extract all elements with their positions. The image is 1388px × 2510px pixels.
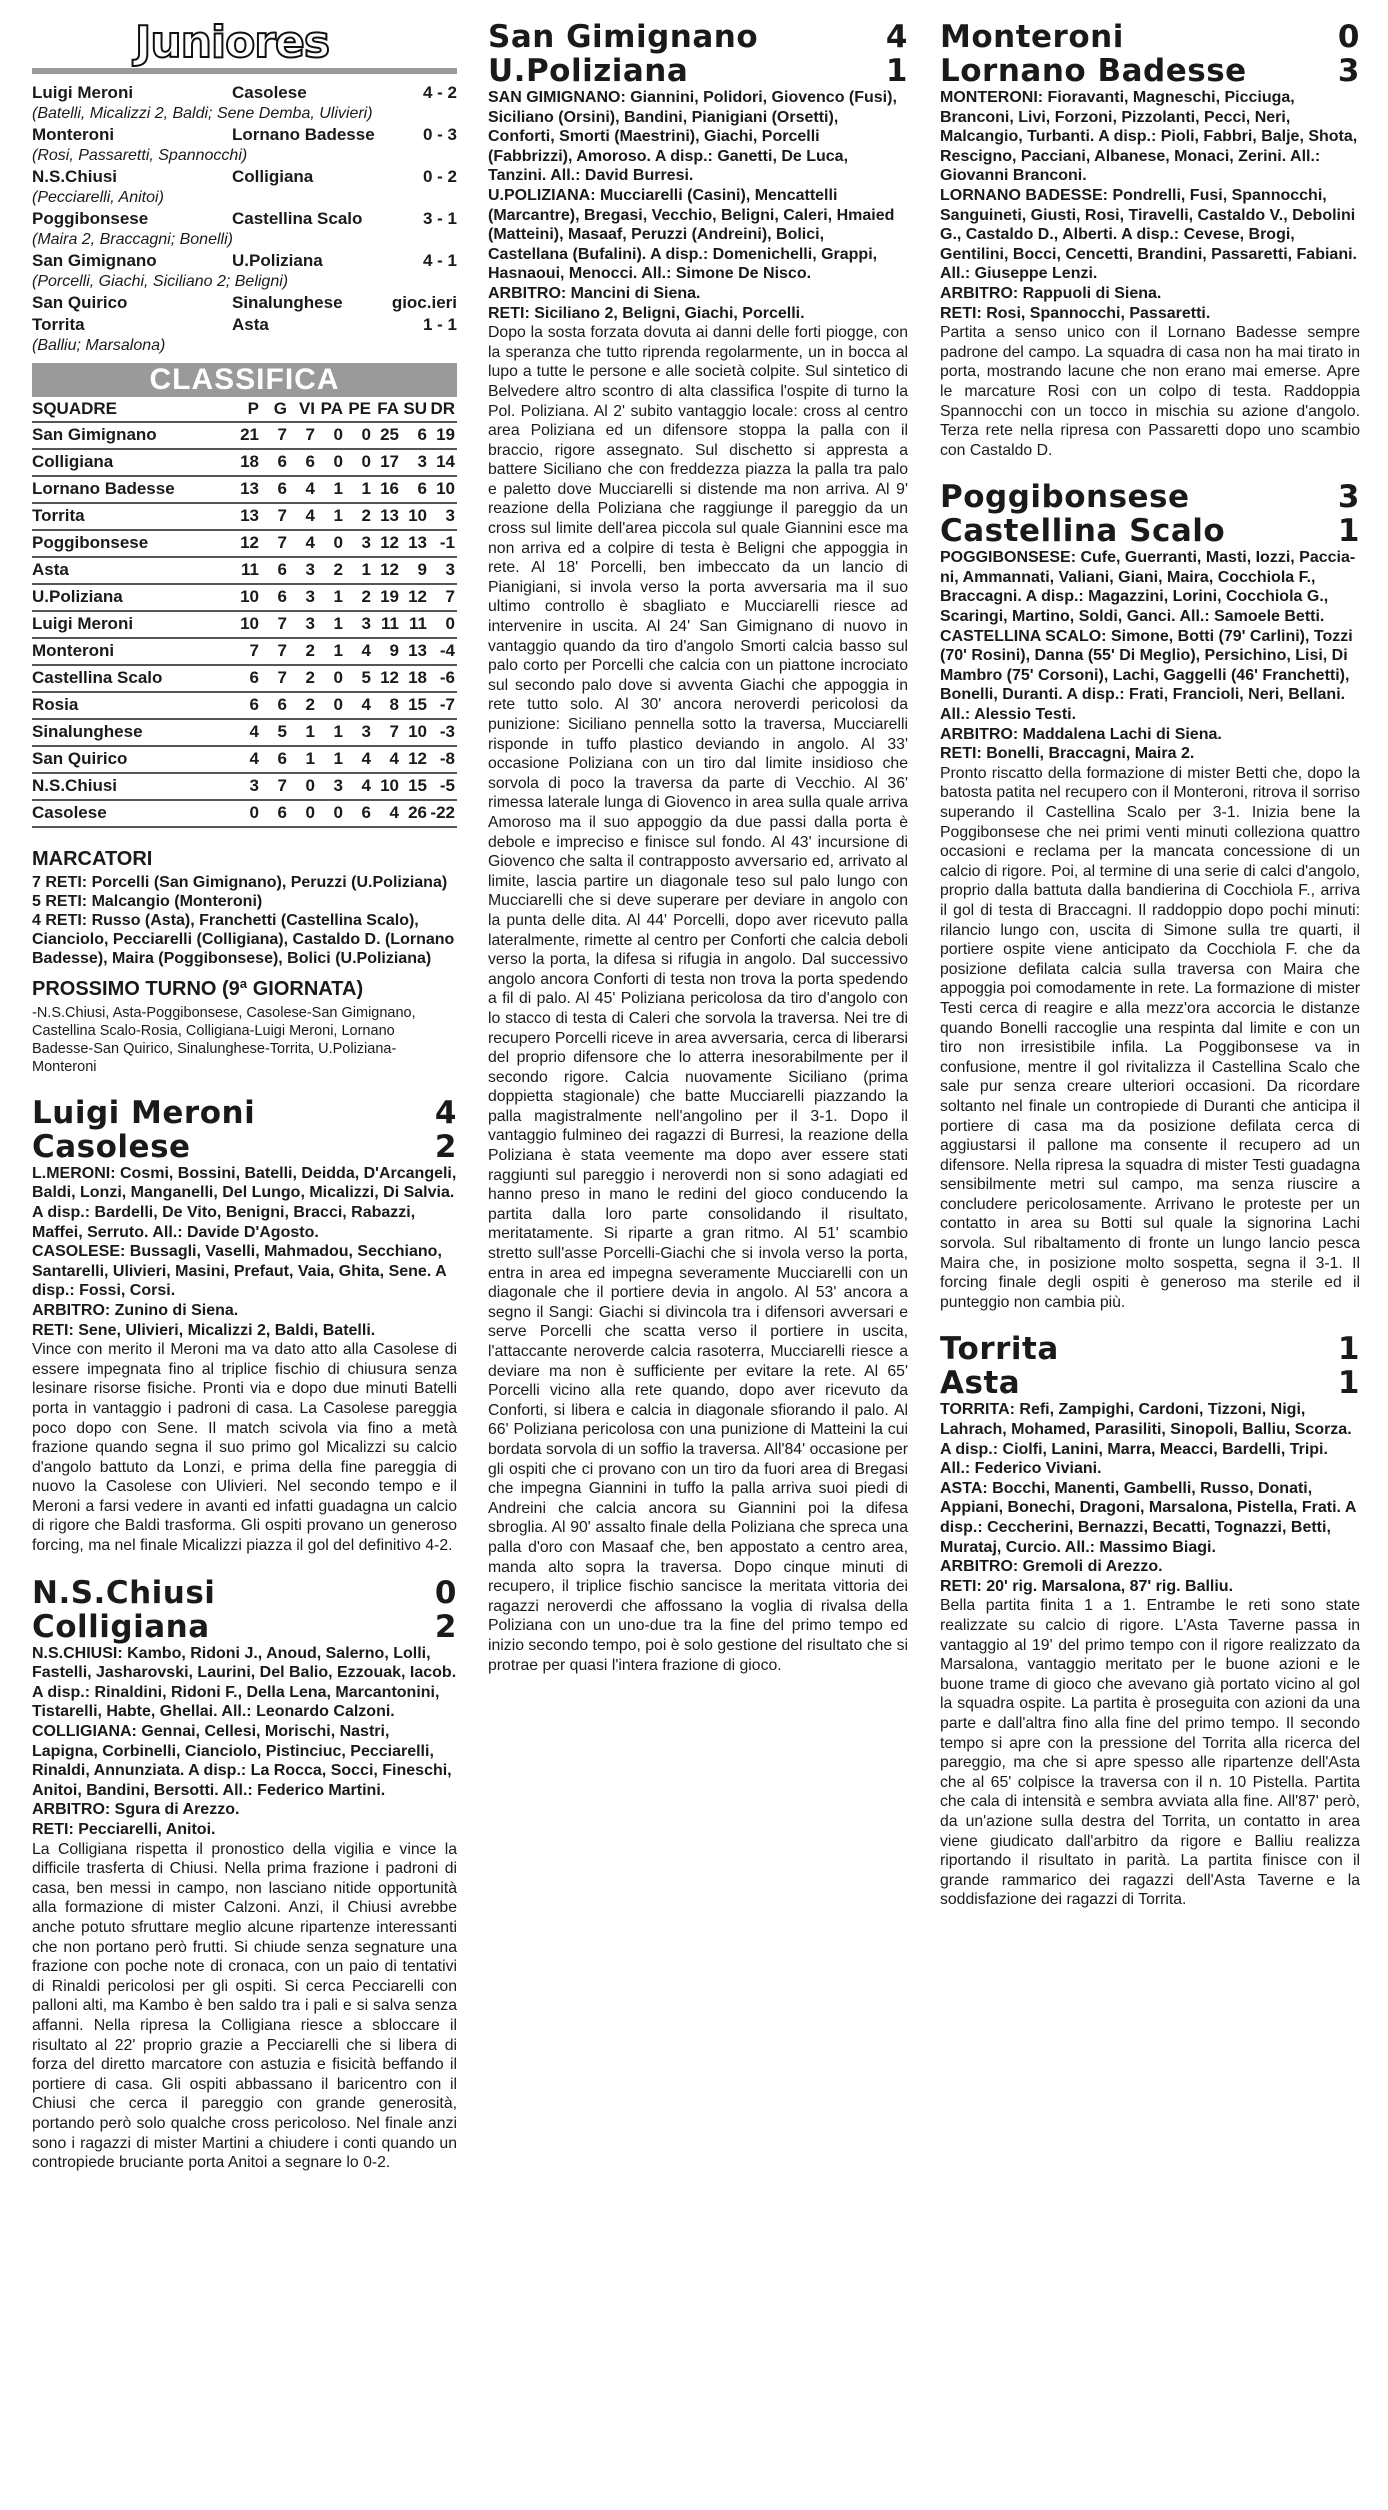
stat-cell: 0 bbox=[429, 611, 457, 638]
match-report-torrita bbox=[940, 1332, 1360, 1909]
stat-cell: 4 bbox=[289, 503, 317, 530]
team-name-cell: U.Poliziana bbox=[32, 584, 233, 611]
stat-cell: 7 bbox=[261, 773, 289, 800]
stat-cell: 6 bbox=[261, 557, 289, 584]
home-team: San Gimignano bbox=[32, 251, 157, 270]
home-team: Luigi Meroni bbox=[32, 1094, 256, 1131]
away-team: Asta bbox=[940, 1365, 1021, 1402]
stat-cell: 7 bbox=[261, 638, 289, 665]
stat-cell: 13 bbox=[401, 638, 429, 665]
stat-cell: 0 bbox=[233, 800, 261, 827]
stat-cell: 6 bbox=[261, 746, 289, 773]
score: gioc.ieri bbox=[391, 293, 457, 312]
stat-cell: 0 bbox=[317, 530, 345, 557]
home-team: N.S.Chiusi bbox=[32, 167, 118, 186]
lineup-home: SAN GIMIGNANO: Giannini, Polidori, Giovenco (Fusi), Siciliano (Orsini), Bandini, Pianigiani (Orsetti), Conforti, Smorti (Maestrini), Giachi, Porcelli (Fabbrizzi), Amoroso. A disp.: Ganetti, De Luca, Tanzini. All.: David Burresi. bbox=[488, 89, 897, 185]
stat-cell: 2 bbox=[317, 557, 345, 584]
score: 0 - 2 bbox=[422, 167, 457, 186]
stat-cell: 4 bbox=[345, 746, 373, 773]
stat-cell: 12 bbox=[373, 665, 401, 692]
referee: ARBITRO: Rappuoli di Siena. bbox=[940, 284, 1162, 302]
match-report-meroni bbox=[32, 1096, 457, 1556]
stat-cell: 0 bbox=[317, 665, 345, 692]
referee: ARBITRO: Maddalena Lachi di Siena. bbox=[940, 725, 1222, 743]
column-middle bbox=[488, 20, 908, 1675]
stat-cell: 0 bbox=[317, 449, 345, 476]
stat-cell: 4 bbox=[233, 719, 261, 746]
home-team: Poggibonsese bbox=[32, 209, 149, 228]
stat-cell: 4 bbox=[373, 746, 401, 773]
standings-title: CLASSIFICA bbox=[32, 363, 457, 397]
scorers-line: 5 RETI: Malcangio (Monteroni) bbox=[32, 893, 263, 911]
goals: RETI: Bonelli, Braccagni, Maira 2. bbox=[940, 745, 1195, 763]
team-name-cell: San Gimignano bbox=[32, 422, 233, 449]
lineup-away: COLLIGIANA: Gennai, Cellesi, Morischi, Nastri, Lapigna, Corbinelli, Cianciolo, Pistinciuc, Pecciarelli, Rinaldi, Annunziata. A disp.: La Rocca, Socci, Fineschi, Anitoi, Bandini, Bersotti. All.: Federico Martini. bbox=[32, 1723, 452, 1799]
stat-cell: 10 bbox=[233, 611, 261, 638]
stat-cell: -5 bbox=[429, 773, 457, 800]
lineup-away: U.POLIZIANA: Mucciarelli (Casini), Mencattelli (Marcantre), Bregasi, Vecchio, Beligni, Caleri, Hmaied (Matteini), Masaaf, Peruzzi (Andreini), Bolici, Castellana (Bufalini). A disp.: Domenichelli, Grappi, Hasnaoui, Menocci. All.: Simone De Nisco. bbox=[488, 186, 895, 283]
home-score: 3 bbox=[1337, 479, 1360, 516]
stat-cell: 10 bbox=[373, 773, 401, 800]
stat-cell: 16 bbox=[373, 476, 401, 503]
stat-cell: 4 bbox=[345, 692, 373, 719]
scorers-note: (Maira 2, Braccagni; Bonelli) bbox=[32, 231, 233, 248]
lineup-home: TORRITA: Refi, Zampighi, Cardoni, Tizzoni, Nigi, Lahrach, Mohamed, Parasiliti, Sinopoli, Balliu, Scorza. A disp.: Ciolfi, Lanini, Marra, Meacci, Bardelli, Tripi. All.: Federico Viviani. bbox=[940, 1401, 1352, 1478]
stat-cell: 7 bbox=[373, 719, 401, 746]
lineup-home: L.MERONI: Cosmi, Bossini, Batelli, Deidda, D'Arcangeli, Baldi, Lonzi, Manganelli, Del Lungo, Micalizzi, Di Salvia. A disp.: Bardelli, De Vito, Benigni, Bracci, Rabazzi, Maffei, Serruto. All.: Davide D'Agosto. bbox=[32, 1164, 457, 1241]
stat-cell: 19 bbox=[373, 584, 401, 611]
team-name-cell: Casolese bbox=[32, 800, 233, 827]
stat-cell: 26 bbox=[401, 800, 429, 827]
table-row bbox=[32, 557, 457, 584]
stat-cell: 3 bbox=[429, 557, 457, 584]
score: 4 - 2 bbox=[422, 83, 457, 102]
away-score: 2 bbox=[434, 1608, 457, 1645]
stat-cell: 12 bbox=[373, 557, 401, 584]
lineup-away: CASOLESE: Bussagli, Vaselli, Mahmadou, Secchiano, Santarelli, Ulivieri, Masini, Prefaut, Vaia, Ghita, Sene. A disp.: Fossi, Corsi. bbox=[32, 1243, 447, 1300]
stat-cell: 2 bbox=[289, 692, 317, 719]
column-header: SQUADRE bbox=[32, 397, 233, 422]
stat-cell: 7 bbox=[261, 530, 289, 557]
next-round-fixtures: -N.S.Chiusi, Asta-Poggibonsese, Casolese-San Gimignano, Castellina Scalo-Rosia, Colligiana-Luigi Meroni, Lornano Badesse-San Quirico, Sinalunghese-Torrita, U.Poliziana-Monteroni bbox=[32, 1004, 416, 1075]
home-team: San Quirico bbox=[32, 293, 128, 312]
stat-cell: 1 bbox=[289, 746, 317, 773]
table-row bbox=[32, 719, 457, 746]
stat-cell: 13 bbox=[373, 503, 401, 530]
stat-cell: 1 bbox=[317, 611, 345, 638]
stat-cell: 7 bbox=[233, 638, 261, 665]
stat-cell: 7 bbox=[261, 422, 289, 449]
stat-cell: 3 bbox=[289, 611, 317, 638]
stat-cell: 6 bbox=[261, 692, 289, 719]
stat-cell: 11 bbox=[401, 611, 429, 638]
scorers-note: (Batelli, Micalizzi 2, Baldi; Sene Demba, Ulivieri) bbox=[32, 105, 373, 122]
result-item bbox=[32, 82, 457, 123]
team-name-cell: Poggibonsese bbox=[32, 530, 233, 557]
stat-cell: 10 bbox=[233, 584, 261, 611]
team-name-cell: Luigi Meroni bbox=[32, 611, 233, 638]
report-text: Vince con merito il Meroni ma va dato atto alla Casolese di essere impegnata fino al triplice fischio di chiusura senza lesinare risorse fisiche. Pronti via e dopo due minuti Batelli porta in vantaggio i padroni di casa. La Casolese pareggia poco dopo con Sene. Il match scivola via fino a metà frazione quando segna il suo primo gol Micalizzi su calcio d'angolo battuto da Lonzi, e prima della fine pareggia di nuovo la Casolese con Ulivieri. Nel secondo tempo e il Meroni a farsi vedere in avanti ed infatti guadagna un calcio di rigore che Baldi trasforma. Gli ospiti provano un generoso forcing, ma nel finale Micalizzi piazza il gol del definitivo 4-2. bbox=[32, 1341, 457, 1555]
team-name-cell: Monteroni bbox=[32, 638, 233, 665]
stat-cell: 6 bbox=[401, 422, 429, 449]
team-name-cell: Sinalunghese bbox=[32, 719, 233, 746]
stat-cell: -3 bbox=[429, 719, 457, 746]
column-header: SU bbox=[401, 397, 429, 422]
stat-cell: 0 bbox=[289, 773, 317, 800]
stat-cell: 10 bbox=[401, 719, 429, 746]
lineup-home: POGGIBONSESE: Cufe, Guerranti, Masti, Iozzi, Paccia-ni, Ammannati, Valiani, Giani, Maira, Cocchiola F., Braccagni. A disp.: Magazzini, Lorini, Cocchiola G., Scaringi, Martino, Soldi, Ganci. All.: Samoele Betti. bbox=[940, 549, 1356, 626]
team-name-cell: Rosia bbox=[32, 692, 233, 719]
team-name-cell: Lornano Badesse bbox=[32, 476, 233, 503]
stat-cell: 6 bbox=[289, 449, 317, 476]
stat-cell: 0 bbox=[317, 422, 345, 449]
referee: ARBITRO: Zunino di Siena. bbox=[32, 1301, 239, 1319]
column-header: FA bbox=[373, 397, 401, 422]
away-team: U.Poliziana bbox=[232, 251, 323, 270]
home-team: Torrita bbox=[32, 315, 85, 334]
table-row bbox=[32, 800, 457, 827]
results-list bbox=[32, 82, 457, 355]
lineup-away: CASTELLINA SCALO: Simone, Botti (79' Carlini), Tozzi (70' Rosini), Danna (55' Di Meglio), Persichino, Lisi, Di Mambro (75' Corsoni), Lachi, Gaggelli (46' Franchetti), Bonelli, Duranti. A disp.: Frati, Francioli, Neri, Bellani. All.: Alessio Testi. bbox=[940, 627, 1353, 724]
table-row bbox=[32, 422, 457, 449]
stat-cell: 7 bbox=[429, 584, 457, 611]
stat-cell: 6 bbox=[261, 800, 289, 827]
home-team: N.S.Chiusi bbox=[32, 1574, 216, 1611]
stat-cell: 6 bbox=[233, 692, 261, 719]
team-name-cell: Asta bbox=[32, 557, 233, 584]
table-row bbox=[32, 530, 457, 557]
scorers-line: 7 RETI: Porcelli (San Gimignano), Peruzzi (U.Poliziana) bbox=[32, 874, 448, 892]
score: 4 - 1 bbox=[422, 251, 457, 270]
stat-cell: 11 bbox=[233, 557, 261, 584]
stat-cell: 17 bbox=[373, 449, 401, 476]
report-text: Bella partita finita 1 a 1. Entrambe le reti sono state realizzate su calcio di rigore. L'Asta Taverne passa in vantaggio al 19' del primo tempo con il rigore realizzato da Marsalona, vantaggio meritato per le buone azioni e le buone trame di gioco che avevano già portato vicino al gol la squadra ospite. La partita è proseguita con azioni da una parte e dall'altra fino alla fine del primo tempo. Il secondo tempo si apre con la pressione del Torrita alla ricerca del pareggio, ma che si apre spesso alle ripartenze dell'Asta che al 65' colpisce la traversa con il n. 10 Pistella. Partita che cala di intensità e sembra avviata alla fine. All'87' però, da un'azione sulla destra del Torrita, un contatto in area viene giudicato dall'arbitro da rigore e Balliu realizza riportando il risultato in parità. La partita finisce con il grande rammarico dei ragazzi dell'Asta Taverne e la soddisfazione dei ragazzi di Torrita. bbox=[940, 1597, 1360, 1909]
column-header: PE bbox=[345, 397, 373, 422]
table-row bbox=[32, 503, 457, 530]
next-round-title: PROSSIMO TURNO (9ª GIORNATA) bbox=[32, 978, 364, 1001]
stat-cell: 3 bbox=[345, 719, 373, 746]
stat-cell: 7 bbox=[261, 665, 289, 692]
away-team: U.Poliziana bbox=[488, 53, 689, 89]
result-item bbox=[32, 314, 457, 355]
table-row bbox=[32, 692, 457, 719]
stat-cell: -8 bbox=[429, 746, 457, 773]
table-row bbox=[32, 476, 457, 503]
stat-cell: 7 bbox=[289, 422, 317, 449]
table-row bbox=[32, 638, 457, 665]
stat-cell: 19 bbox=[429, 422, 457, 449]
stat-cell: 1 bbox=[289, 719, 317, 746]
stat-cell: 1 bbox=[317, 503, 345, 530]
stat-cell: -7 bbox=[429, 692, 457, 719]
goals: RETI: Sene, Ulivieri, Micalizzi 2, Baldi, Batelli. bbox=[32, 1321, 376, 1339]
match-report-poggibonsese bbox=[940, 480, 1360, 1312]
stat-cell: 1 bbox=[345, 476, 373, 503]
stat-cell: 12 bbox=[373, 530, 401, 557]
table-row bbox=[32, 773, 457, 800]
stat-cell: 4 bbox=[345, 638, 373, 665]
stat-cell: 2 bbox=[289, 638, 317, 665]
match-report-monteroni bbox=[940, 20, 1360, 460]
stat-cell: 3 bbox=[345, 530, 373, 557]
away-score: 1 bbox=[1337, 1365, 1360, 1402]
table-row bbox=[32, 665, 457, 692]
home-score: 0 bbox=[1337, 19, 1360, 55]
home-team: Torrita bbox=[940, 1331, 1059, 1368]
away-score: 1 bbox=[885, 53, 908, 89]
goals: RETI: Rosi, Spannocchi, Passaretti. bbox=[940, 304, 1211, 322]
stat-cell: 11 bbox=[373, 611, 401, 638]
stat-cell: 1 bbox=[317, 746, 345, 773]
stat-cell: 1 bbox=[317, 476, 345, 503]
stat-cell: 2 bbox=[345, 584, 373, 611]
result-item bbox=[32, 208, 457, 249]
stat-cell: 12 bbox=[401, 584, 429, 611]
match-report-chiusi bbox=[32, 1576, 457, 2173]
stat-cell: 1 bbox=[317, 638, 345, 665]
stat-cell: 10 bbox=[429, 476, 457, 503]
match-report-sangimignano bbox=[488, 20, 908, 1675]
stat-cell: 3 bbox=[401, 449, 429, 476]
stat-cell: 3 bbox=[289, 584, 317, 611]
stat-cell: 0 bbox=[345, 449, 373, 476]
home-team: Monteroni bbox=[32, 125, 115, 144]
column-header: P bbox=[233, 397, 261, 422]
scorers-note: (Pecciarelli, Anitoi) bbox=[32, 189, 164, 206]
stat-cell: 3 bbox=[345, 611, 373, 638]
table-row bbox=[32, 584, 457, 611]
score: 3 - 1 bbox=[422, 209, 457, 228]
stat-cell: 3 bbox=[289, 557, 317, 584]
table-row bbox=[32, 611, 457, 638]
team-name-cell: Torrita bbox=[32, 503, 233, 530]
away-team: Lornano Badesse bbox=[940, 53, 1247, 89]
scorers-title: MARCATORI bbox=[32, 847, 153, 870]
stat-cell: 12 bbox=[401, 746, 429, 773]
stat-cell: 8 bbox=[373, 692, 401, 719]
referee: ARBITRO: Gremoli di Arezzo. bbox=[940, 1558, 1163, 1576]
stat-cell: -22 bbox=[429, 800, 457, 827]
goals: RETI: Pecciarelli, Anitoi. bbox=[32, 1821, 216, 1838]
report-text: Dopo la sosta forzata dovuta ai danni delle forti piogge, con la speranza che tutto riprenda regolarmente, un in bocca al lupo a tutte le persone e alle società colpite. Sul sintetico di Belvedere altro scontro di alta classifica l'ospite di turno la Pol. Poliziana. Al 2' subito vantaggio locale: cross al centro area Poliziana ed un difensore stoppa la palla con il braccio, rigore assegnato. Sul dischetto si appresta a battere Siciliano che con freddezza piazza la palla tra palo e paletto dove Mucciarelli si distende ma non arriva. Al 9' reazione della Poliziana che raggiunge il pareggio da un cross sul limite dell'area piccola sul quale Giannini esce ma non arriva ed a colpire di testa è Beligni che appoggia in rete. Al 18' Porcelli, ben imbeccato da un lancio di Pianigiani, si invola verso la porta avversaria ma il suo ultimo controllo è sbagliato e Mucciarelli riesce ad intervenire in uscita. Al 24' San Gimignano di nuovo in vantaggio quando da tiro d'angolo Smorti calcia basso sul palo corto per Porcelli che calcia con un piattone incrociato sul secondo palo dove si avventa Giachi che appoggia in rete tutto solo. Al 30' ancora neroverdi pericolosi da punizione: Siciliano pennella sotto la traversa, Mucciarelli risponde in tuffo plastico deviando in angolo. Al 33' occasione Poliziana con un tiro dal limite insidioso che sorvola di poco la traversa da parte di Vecchio. Al 36' rimessa laterale lunga di Giovenco in area sulla quale arriva Amoroso ma il suo appoggio da due passi dalla porta è debole e impreciso e finisce sul fondo. Al 43' incursione di Giovenco che salta il contrapposto avversario ed, arrivato al limite, lascia partire un diagonale teso sul palo lungo con Mucciarelli che si deve superare per deviare in angolo con la punta delle dita. Al 44' Porcelli, dopo aver ricevuto palla lateralmente, rimette al centro per Conforti che calcia deboli verso la porta, la difesa si rifugia in angolo. Dal successivo angolo ancora Conforti di testa non trova la porta spedendo a fil di palo. Al 45' Poliziana pericolosa da tiro d'angolo con lo stacco di testa di Caleri che sorvola la traversa. Nei tre di recupero Porcelli riceve in area avversaria, cerca di liberarsi del proprio difensore che lo atterra inesorabilmente per il secondo rigore. Calcia nuovamente Siciliano (prima doppietta stagionale) che batte Mucciarelli piazzando la palla magistralmente nell'angolino per il 3-1. Dopo il vantaggio fulmineo dei ragazzi di Burresi, la reazione della Poliziana è stata veemente ma dopo aver essere stati raggiunti sul pareggio i neroverdi non si sono adagiati ed hanno preso in mano le redini del gioco conducendo la partita dalla loro parte consolidando il risultato, meritatamente. Si riparte a gran ritmo. Al 51' scambio stretto sull'asse Porcelli-Giachi che si invola verso la porta, entra in area ed impegna severamente Mucciarelli con un diagonale che il portiere devia in angolo. Al 53' ancora a segno il Sangi: Giachi si divincola tra i difensori avversari e serve Porcelli che scatta verso il portiere in uscita, l'attaccante neroverde calcia rasoterra, Mucciarelli riesce a deviare ma non è sufficiente per evitare la rete. Al 65' Porcelli vicino alla rete quando, dopo aver ricevuto da Conforti, si libera e calcia in diagonale sfiorando il palo. Al 66' Poliziana pericolosa con una punizione di Matteini la cui bordata sorvola di un soffio la traversa. All'84' occasione per gli ospiti che ci provano con un tiro da fuori area di Bregasi che impegna Giannini in tuffo la palla arriva suoi piedi di Andreini che calcia ancora su Giannini poi la difesa sbroglia. Al 90' assalto finale della Poliziana che spreca una palla d'oro con Masaaf che, ben appostato a centro area, manda alto sopra la traversa. Dopo cinque minuti di recupero, il triplice fischio sancisce la meritata vittoria dei ragazzi neroverdi che affossano la voglia di rivalsa della Poliziana con un uno-due tra la fine del primo tempo ed inizio secondo tempo, poi è solo gestione del risultato che si protrae per quasi l'intera frazione di gioco. bbox=[488, 324, 908, 1674]
stat-cell: 1 bbox=[317, 719, 345, 746]
report-text: Partita a senso unico con il Lornano Badesse sempre padrone del campo. La squadra di casa non ha mai tirato in porta, mostrando lacune che non erano mai emerse. Apre le marcature Rosi con un colpo di testa. Raddoppia Spannocchi con un tocco in mischia su azione d'angolo. Terza rete nella ripresa con Passaretti dopo uno scambio con Castaldo D. bbox=[940, 324, 1360, 459]
stat-cell: 21 bbox=[233, 422, 261, 449]
stat-cell: 10 bbox=[401, 503, 429, 530]
home-score: 4 bbox=[885, 19, 908, 55]
stat-cell: 5 bbox=[261, 719, 289, 746]
away-team: Castellina Scalo bbox=[940, 513, 1226, 550]
referee: ARBITRO: Mancini di Siena. bbox=[488, 284, 701, 302]
lineup-away: LORNANO BADESSE: Pondrelli, Fusi, Spannocchi, Sanguineti, Giusti, Rosi, Tiravelli, Castaldo V., Debolini G., Castaldo D., Alberti. A disp.: Cevese, Brogi, Gentilini, Bocci, Cencetti, Brandini, Passaretti, Fabiani. All.: Giuseppe Lenzi. bbox=[940, 186, 1357, 283]
score: 0 - 3 bbox=[422, 125, 457, 144]
stat-cell: 14 bbox=[429, 449, 457, 476]
divider bbox=[32, 68, 457, 74]
team-name-cell: Colligiana bbox=[32, 449, 233, 476]
stat-cell: 5 bbox=[345, 665, 373, 692]
stat-cell: 6 bbox=[261, 449, 289, 476]
team-name-cell: N.S.Chiusi bbox=[32, 773, 233, 800]
stat-cell: 6 bbox=[401, 476, 429, 503]
result-item bbox=[32, 166, 457, 207]
section-title: Juniores bbox=[134, 17, 330, 68]
away-team: Asta bbox=[232, 315, 269, 334]
away-team: Colligiana bbox=[232, 167, 314, 186]
stat-cell: 4 bbox=[233, 746, 261, 773]
stat-cell: -1 bbox=[429, 530, 457, 557]
stat-cell: 6 bbox=[261, 584, 289, 611]
home-score: 1 bbox=[1337, 1331, 1360, 1368]
home-score: 4 bbox=[434, 1094, 457, 1131]
column-left bbox=[32, 17, 457, 2173]
stat-cell: 6 bbox=[261, 476, 289, 503]
home-team: Luigi Meroni bbox=[32, 83, 134, 102]
away-team: Castellina Scalo bbox=[232, 209, 363, 228]
stat-cell: 0 bbox=[317, 692, 345, 719]
stat-cell: 2 bbox=[289, 665, 317, 692]
stat-cell: 13 bbox=[233, 476, 261, 503]
stat-cell: 4 bbox=[289, 530, 317, 557]
home-team: Poggibonsese bbox=[940, 479, 1190, 516]
away-team: Lornano Badesse bbox=[232, 125, 375, 144]
stat-cell: 12 bbox=[233, 530, 261, 557]
scorers-line: 4 RETI: Russo (Asta), Franchetti (Castellina Scalo), Cianciolo, Pecciarelli (Colligiana), Castaldo D. (Lornano Badesse), Maira (Poggibonsese), Bolici (U.Poliziana) bbox=[32, 912, 455, 968]
column-header: DR bbox=[429, 397, 457, 422]
stat-cell: 13 bbox=[401, 530, 429, 557]
table-row bbox=[32, 449, 457, 476]
stat-cell: 9 bbox=[401, 557, 429, 584]
stat-cell: 7 bbox=[261, 503, 289, 530]
stat-cell: 6 bbox=[233, 665, 261, 692]
lineup-home: MONTERONI: Fioravanti, Magneschi, Picciuga, Branconi, Livi, Forzoni, Pizzolanti, Pecci, Neri, Malcangio, Turbanti. A disp.: Pioli, Fabbri, Balje, Shota, Rescigno, Pacciani, Albanese, Monaci, Zerini. All.: Giovanni Branconi. bbox=[940, 89, 1358, 185]
stat-cell: 6 bbox=[345, 800, 373, 827]
stat-cell: 4 bbox=[289, 476, 317, 503]
stat-cell: 9 bbox=[373, 638, 401, 665]
standings-table bbox=[32, 397, 457, 828]
table-header-row bbox=[32, 397, 457, 422]
scorers-note: (Balliu; Marsalona) bbox=[32, 337, 166, 354]
stat-cell: 1 bbox=[317, 584, 345, 611]
team-name-cell: Castellina Scalo bbox=[32, 665, 233, 692]
stat-cell: 4 bbox=[345, 773, 373, 800]
report-text: Pronto riscatto della formazione di mister Betti che, dopo la batosta patita nel recupero con il Monteroni, ritrova il sorriso superando il Castellina Scalo per 3-1. Inizia bene la Poggibonsese che nei primi venti minuti colleziona quattro occasioni e reclama per la mancata concessione di un calcio di rigore. Poi, al termine di una serie di calci d'angolo, proprio dalla battuta dalla bandierina di Cocchiola F., arriva il gol di testa di Braccagni. Il raddoppio dopo pochi minuti: rilancio lungo con, uscita di Simone sulla tre quarti, il portiere ospite viene anticipato da Cocchiola F. che da posizione defilata calcia sulla traversa con Maira che appoggia poi comodamente in rete. La formazione di mister Testi cerca di reagire e alla mezz'ora accorcia le distanze quando Bonelli raccoglie una respinta dal limite e con un tiro non irresistibile infila. La Poggibonsese va in confusione, mentre il gol rivitalizza il Castellina Scalo che sale pur senza creare ulteriori occasioni. Da ricordare soltanto nel finale un contropiede di Duranti che anticipa il portiere di casa ma da posizione defilata cerca di aggiustarsi il pallone ma consente il recupero ad un difensore. Nella ripresa la squadra di mister Testi guadagna sensibilmente metri sul campo, ma senza riuscire a concludere pericolosamente. Arrivano le proteste per un contatto in area su Botti sul quale la signorina Lachi sorvola. Sul ribaltamento di fronte un lungo lancio pesca Maira che, in posizione molto sospetta, segna il 3-1. Il forcing finale degli ospiti è generoso ma sterile ed il punteggio non cambia più. bbox=[940, 764, 1360, 1311]
stat-cell: 1 bbox=[345, 557, 373, 584]
goals: RETI: Siciliano 2, Beligni, Giachi, Porcelli. bbox=[488, 304, 805, 322]
score: 1 - 1 bbox=[422, 315, 457, 334]
stat-cell: 0 bbox=[289, 800, 317, 827]
stat-cell: 15 bbox=[401, 773, 429, 800]
away-team: Casolese bbox=[32, 1128, 191, 1165]
column-header: G bbox=[261, 397, 289, 422]
stat-cell: -6 bbox=[429, 665, 457, 692]
referee: ARBITRO: Sgura di Arezzo. bbox=[32, 1801, 240, 1819]
team-name-cell: San Quirico bbox=[32, 746, 233, 773]
stat-cell: 15 bbox=[401, 692, 429, 719]
away-team: Sinalunghese bbox=[232, 293, 343, 312]
stat-cell: -4 bbox=[429, 638, 457, 665]
scorers-note: (Rosi, Passaretti, Spannocchi) bbox=[32, 147, 248, 164]
table-row bbox=[32, 746, 457, 773]
scorers-note: (Porcelli, Giachi, Siciliano 2; Beligni) bbox=[32, 273, 289, 290]
stat-cell: 18 bbox=[401, 665, 429, 692]
goals: RETI: 20' rig. Marsalona, 87' rig. Balliu. bbox=[940, 1577, 1234, 1595]
away-score: 1 bbox=[1337, 513, 1360, 550]
away-score: 3 bbox=[1337, 53, 1360, 89]
result-item bbox=[32, 292, 457, 314]
column-header: VI bbox=[289, 397, 317, 422]
stat-cell: 0 bbox=[345, 422, 373, 449]
stat-cell: 3 bbox=[233, 773, 261, 800]
away-team: Casolese bbox=[232, 83, 307, 102]
report-text: La Colligiana rispetta il pronostico della vigilia e vince la difficile trasferta di Chiusi. Nella prima frazione i padroni di casa, ben messi in campo, non lasciano nitide opportunità alla formazione di mister Calzoni. Anzi, il Chiusi avrebbe anche potuto sfruttare meglio alcune ripartenze interessanti che non portano però frutti. Si chiude senza segnature una frazione con poche note di cronaca, con un paio di tentativi di Rinaldi pericolosi per gli ospiti. Si cerca Pecciarelli con palloni alti, ma Kambo è ben saldo tra i pali e si salva senza affanni. Nella ripresa la Colligiana riesce a sbloccare il risultato al 22' proprio grazie a Pecciarelli che si libera di forza del diretto marcatore con astuzia e fisicità beffando il portiere di casa. Gli ospiti abbassano il baricentro con il Chiusi che cerca il pareggio con grande generosità, portando però solo qualche cross pericoloso. Nel finale anzi sono i ragazzi di mister Martini a chiudere i conti quando un contropiede bruciante porta Anitoi a segnare lo 0-2. bbox=[32, 1840, 457, 2172]
away-team: Colligiana bbox=[32, 1608, 210, 1645]
lineup-home: N.S.CHIUSI: Kambo, Ridoni J., Anoud, Salerno, Lolli, Fastelli, Jasharovski, Laurini, Del Balio, Ezzouak, Iacob. A disp.: Rinaldini, Ridoni F., Della Lena, Marcantonini, Tistarelli, Habte, Ghellai. All.: Leonardo Calzoni. bbox=[32, 1644, 457, 1721]
away-score: 2 bbox=[434, 1128, 457, 1165]
stat-cell: 25 bbox=[373, 422, 401, 449]
home-team: San Gimignano bbox=[488, 19, 759, 55]
column-right bbox=[940, 20, 1360, 1910]
stat-cell: 3 bbox=[429, 503, 457, 530]
stat-cell: 0 bbox=[317, 800, 345, 827]
stat-cell: 18 bbox=[233, 449, 261, 476]
stat-cell: 3 bbox=[317, 773, 345, 800]
result-item bbox=[32, 250, 457, 291]
column-header: PA bbox=[317, 397, 345, 422]
result-item bbox=[32, 124, 457, 165]
stat-cell: 7 bbox=[261, 611, 289, 638]
stat-cell: 2 bbox=[345, 503, 373, 530]
stat-cell: 4 bbox=[373, 800, 401, 827]
lineup-away: ASTA: Bocchi, Manenti, Gambelli, Russo, Donati, Appiani, Bonechi, Dragoni, Marsalona, Pistella, Frati. A disp.: Ceccherini, Bernazzi, Becatti, Tognazzi, Betti, Murataj, Curcio. All.: Massimo Biagi. bbox=[940, 1479, 1356, 1556]
stat-cell: 13 bbox=[233, 503, 261, 530]
home-team: Monteroni bbox=[940, 19, 1124, 55]
home-score: 0 bbox=[434, 1574, 457, 1611]
